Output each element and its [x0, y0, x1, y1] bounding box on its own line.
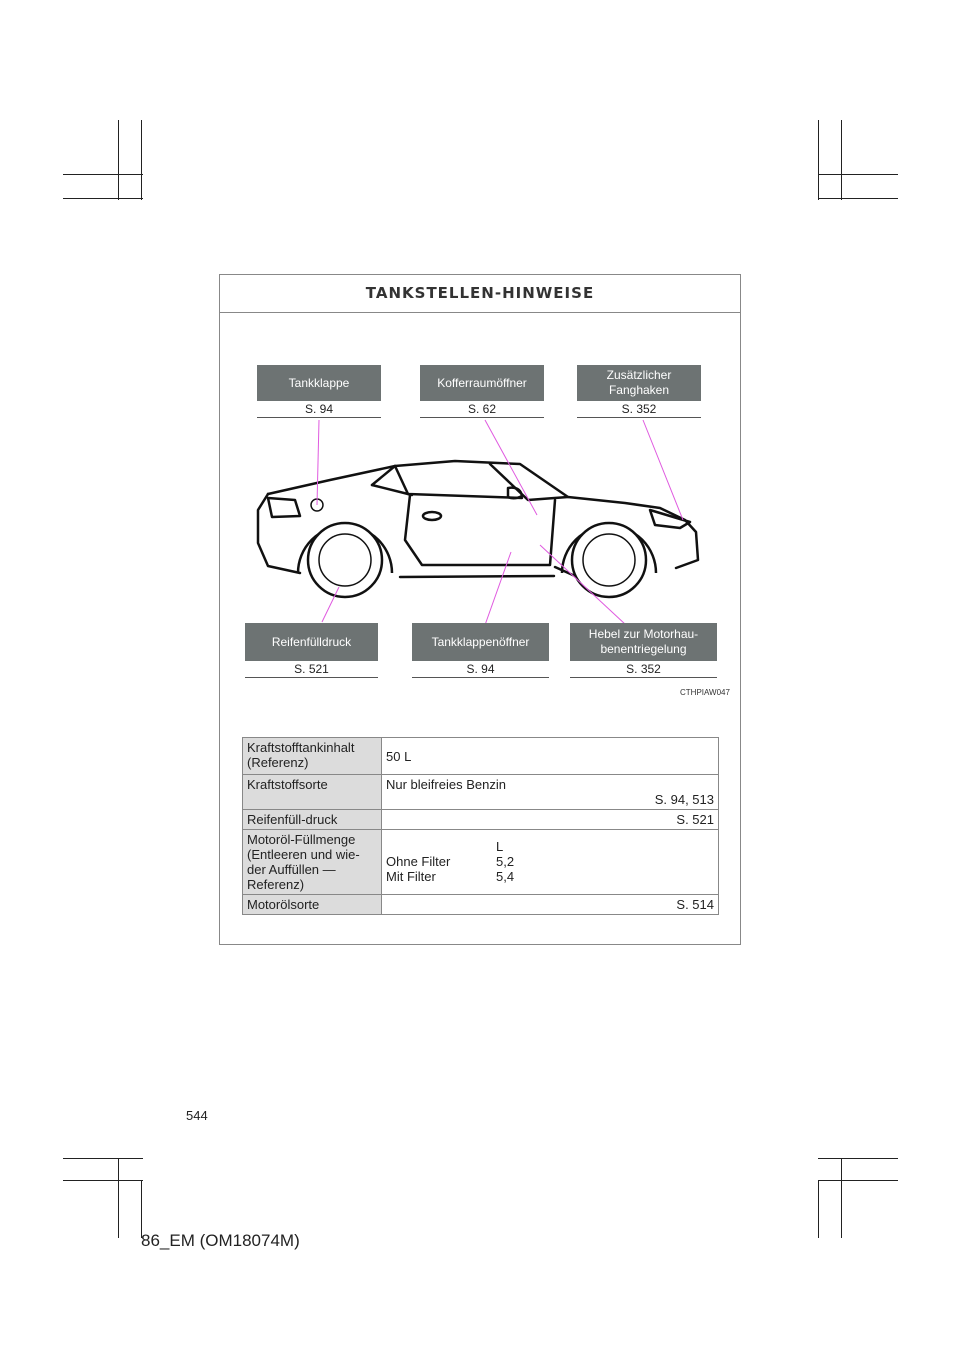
callout-tire-pressure — [245, 623, 378, 678]
fuel-type-label: Kraftstoffsorte — [243, 775, 382, 810]
callout-page-ref: S. 62 — [420, 401, 544, 418]
image-code: CTHPIAW047 — [680, 688, 730, 697]
section-title: TANKSTELLEN-HINWEISE — [220, 275, 740, 313]
table-row — [243, 895, 719, 915]
oil-capacity-unit: L — [496, 839, 504, 854]
callout-label: Zusätzlicher Fanghaken — [577, 365, 701, 401]
oil-capacity-grid — [386, 839, 714, 884]
callout-fuel-flap — [257, 365, 381, 418]
fuel-capacity-label: Kraftstofftankinhalt (Referenz) — [243, 738, 382, 775]
oil-capacity-label: Motoröl-Füllmenge (Entleeren und wie-der Auffüllen — Referenz) — [243, 830, 382, 895]
tire-pressure-label: Reifenfüll-druck — [243, 810, 382, 830]
oil-row-name: Mit Filter — [386, 869, 436, 884]
document-code: 86_EM (OM18074M) — [141, 1231, 300, 1250]
callout-page-ref: S. 94 — [257, 401, 381, 418]
callout-label: Kofferraumöffner — [420, 365, 544, 401]
callout-fuel-flap-opener — [412, 623, 549, 678]
callout-hood-release-lever — [570, 623, 717, 678]
spec-table — [242, 737, 719, 915]
oil-row-name: Ohne Filter — [386, 854, 451, 869]
callout-label: Reifenfülldruck — [245, 623, 378, 661]
table-row — [243, 738, 719, 775]
oil-type-label: Motorölsorte — [243, 895, 382, 915]
fuel-type-text: Nur bleifreies Benzin — [386, 777, 506, 792]
callout-auxiliary-catch — [577, 365, 701, 418]
fuel-type-value — [382, 775, 719, 810]
callout-page-ref: S. 352 — [570, 661, 717, 678]
tire-pressure-page-ref: S. 521 — [382, 810, 719, 830]
table-row — [243, 830, 719, 895]
callout-label: Tankklappenöffner — [412, 623, 549, 661]
fuel-capacity-amount: 50 L — [386, 748, 412, 764]
callout-label: Tankklappe — [257, 365, 381, 401]
fuel-type-page-ref: S. 94, 513 — [654, 792, 714, 807]
oil-row-value: 5,2 — [496, 854, 515, 869]
page-number: 544 — [186, 1108, 208, 1123]
fuel-capacity-value — [382, 738, 719, 775]
callout-page-ref: S. 352 — [577, 401, 701, 418]
table-row — [243, 775, 719, 810]
callout-page-ref: S. 521 — [245, 661, 378, 678]
callout-trunk-opener — [420, 365, 544, 418]
callout-page-ref: S. 94 — [412, 661, 549, 678]
oil-capacity-value — [382, 830, 719, 895]
callout-label: Hebel zur Motorhau-benentriegelung — [570, 623, 717, 661]
table-row — [243, 810, 719, 830]
oil-row-value: 5,4 — [496, 869, 515, 884]
oil-type-page-ref: S. 514 — [382, 895, 719, 915]
